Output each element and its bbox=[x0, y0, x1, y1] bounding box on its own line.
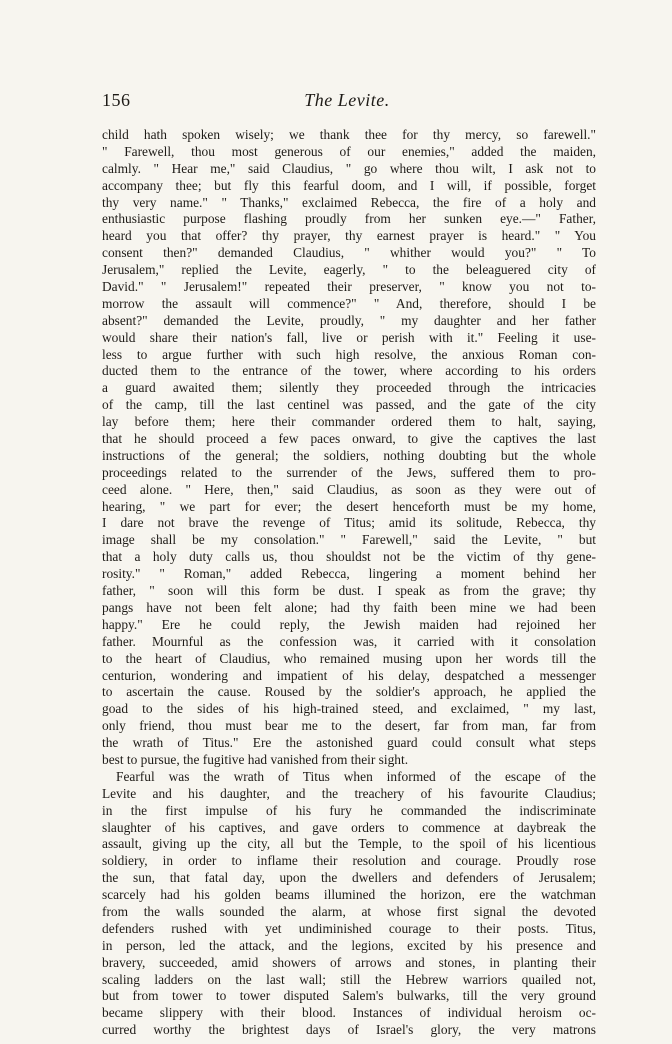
text-line: happy." Ere he could reply, the Jewish maiden had rejoined her bbox=[102, 616, 596, 632]
text-line: scarcely had his golden beams illumined the horizon, ere the watchman bbox=[102, 887, 596, 903]
text-line: centurion, wondering and impatient of his delay, despatched a messenger bbox=[102, 667, 596, 683]
paragraph bbox=[102, 127, 596, 769]
page-header bbox=[102, 90, 592, 114]
text-line: accompany thee; but fly this fearful doom, and I will, if possible, forget bbox=[102, 177, 596, 193]
text-line: Fearful was the wrath of Titus when informed of the escape of the bbox=[116, 768, 596, 784]
text-line: I dare not brave the revenge of Titus; amid its solitude, Rebecca, thy bbox=[102, 515, 596, 531]
paragraph bbox=[102, 769, 596, 1039]
text-line: image shall be my consolation." " Farewell," said the Levite, " but bbox=[102, 532, 596, 548]
text-line: a guard awaited them; silently they proceeded through the intricacies bbox=[102, 380, 596, 396]
text-line: from the walls sounded the alarm, at whose first signal the devoted bbox=[102, 903, 596, 919]
text-line: consent then?" demanded Claudius, " whither would you?" " To bbox=[102, 245, 596, 261]
text-line: to ascertain the cause. Roused by the soldier's approach, he applied the bbox=[102, 684, 596, 700]
text-line: became slippery with their blood. Instances of individual heroism oc- bbox=[102, 1005, 596, 1021]
text-line: Jerusalem," replied the Levite, eagerly, " to the beleaguered city of bbox=[102, 262, 596, 278]
text-line: bravery, succeeded, amid showers of arrows and stones, in planting their bbox=[102, 954, 596, 970]
text-line: to the heart of Claudius, who remained musing upon her words till the bbox=[102, 650, 596, 666]
text-line: soldiery, in order to inflame their resolution and courage. Proudly rose bbox=[102, 853, 596, 869]
text-line: thy very name." " Thanks," exclaimed Rebecca, the fire of a holy and bbox=[102, 194, 596, 210]
text-line: scaling ladders on the last wall; still the Hebrew warriors quailed not, bbox=[102, 971, 596, 987]
text-line: ducted them to the entrance of the tower, where according to his orders bbox=[102, 363, 596, 379]
text-line: best to pursue, the fugitive had vanished from their sight. bbox=[102, 751, 409, 767]
text-line: heard you that offer? thy prayer, thy earnest prayer is heard." " You bbox=[102, 228, 596, 244]
running-title: The Levite. bbox=[304, 90, 390, 110]
text-line: but from tower to tower disputed Salem's bulwarks, till the very ground bbox=[102, 988, 596, 1004]
page-number: 156 bbox=[102, 90, 131, 110]
text-line: pangs have not been felt alone; had thy faith been mine we had been bbox=[102, 599, 596, 615]
text-line: the sun, that fatal day, upon the dwellers and defenders of Jerusalem; bbox=[102, 870, 596, 886]
text-line: father, " soon will this form be dust. I speak as from the grave; thy bbox=[102, 583, 596, 599]
text-line: proceedings related to the surrender of the Jews, suffered them to pro- bbox=[102, 464, 596, 480]
body-text bbox=[102, 127, 596, 1039]
text-line: slaughter of his captives, and gave orders to commence at daybreak the bbox=[102, 819, 596, 835]
text-line: rosity." " Roman," added Rebecca, lingering a moment behind her bbox=[102, 566, 596, 582]
text-line: child hath spoken wisely; we thank thee for thy mercy, so farewell." bbox=[102, 127, 596, 142]
text-line: would share their nation's fall, live or perish with it." Feeling it use- bbox=[102, 329, 596, 345]
text-line: David." " Jerusalem!" repeated their preserver, " know you not to- bbox=[102, 279, 596, 295]
text-line: instructions of the general; the soldiers, nothing doubting but the whole bbox=[102, 447, 596, 463]
text-line: ceed alone. " Here, then," said Claudius, as soon as they were out of bbox=[102, 481, 596, 497]
text-line: defenders rushed with yet undiminished courage to their posts. Titus, bbox=[102, 920, 596, 936]
text-line: less to argue further with such high resolve, the anxious Roman con- bbox=[102, 346, 596, 362]
text-line: only friend, thou must bear me to the desert, far from man, far from bbox=[102, 718, 596, 734]
text-line: of the camp, till the last centinel was passed, and the gate of the city bbox=[102, 397, 596, 413]
text-line: Levite and his daughter, and the treachery of his favourite Claudius; bbox=[102, 785, 596, 801]
text-line: in the first impulse of his fury he commanded the indiscriminate bbox=[102, 802, 596, 818]
text-line: morrow the assault will commence?" " And, therefore, should I be bbox=[102, 295, 596, 311]
text-line: calmly. " Hear me," said Claudius, " go where thou wilt, I ask not to bbox=[102, 160, 596, 176]
text-line: enthusiastic purpose flashing proudly from her sunken eye.—" Father, bbox=[102, 211, 596, 227]
text-line: that he should proceed a few paces onward, to give the captives the last bbox=[102, 431, 596, 447]
text-line: goad to the sides of his high-trained steed, and exclaimed, " my last, bbox=[102, 701, 596, 717]
text-line: in person, led the attack, and the legions, excited by his presence and bbox=[102, 937, 596, 953]
text-line: hearing, " we part for ever; the desert henceforth must be my home, bbox=[102, 498, 596, 514]
text-line: that a holy duty calls us, thou shouldst not be the victim of thy gene- bbox=[102, 549, 596, 565]
text-line: curred worthy the brightest days of Israel's glory, the very matrons bbox=[102, 1022, 596, 1038]
text-line: the wrath of Titus." Ere the astonished guard could consult what steps bbox=[102, 735, 596, 751]
text-line: lay before them; here their commander ordered them to halt, saying, bbox=[102, 414, 596, 430]
text-line: " Farewell, thou most generous of our enemies," added the maiden, bbox=[102, 143, 596, 159]
text-line: father. Mournful as the confession was, it carried with it consolation bbox=[102, 633, 596, 649]
text-line: assault, giving up the city, all but the Temple, to the spoil of his licentious bbox=[102, 836, 596, 852]
text-line: absent?" demanded the Levite, proudly, " my daughter and her father bbox=[102, 312, 596, 328]
